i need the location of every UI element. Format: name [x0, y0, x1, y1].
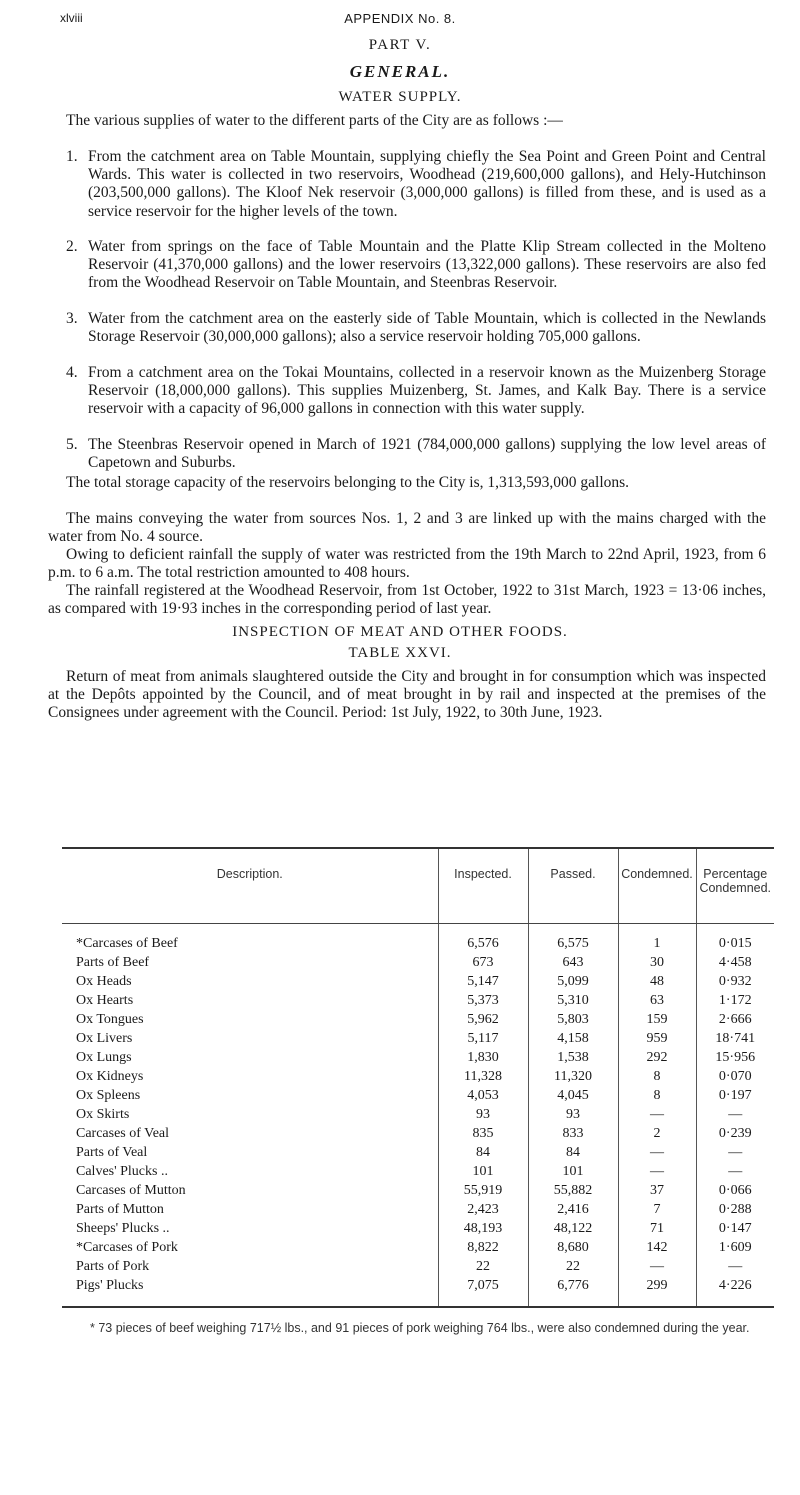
row-percentage: 15·956: [696, 1049, 774, 1068]
row-description: Parts of Veal: [76, 1145, 148, 1160]
table-row: [62, 1011, 774, 1030]
row-percentage: 0·070: [696, 1068, 774, 1087]
row-condemned: 159: [618, 1011, 696, 1030]
row-passed: 4,045: [528, 1087, 618, 1106]
row-inspected: 1,830: [438, 1049, 528, 1068]
row-inspected: 5,117: [438, 1030, 528, 1049]
row-inspected: 55,919: [438, 1182, 528, 1201]
row-description: Calves' Plucks ..: [76, 1164, 168, 1179]
meat-inspection-table: [62, 847, 774, 1308]
table-row: [62, 1030, 774, 1049]
table-row: [62, 1068, 774, 1087]
row-description: Ox Livers: [76, 1031, 133, 1046]
water-supply-heading: WATER SUPPLY.: [338, 89, 462, 105]
row-condemned: 142: [618, 1239, 696, 1258]
row-condemned: 2: [618, 1125, 696, 1144]
row-percentage: 1·172: [696, 992, 774, 1011]
row-description: Carcases of Mutton: [76, 1183, 186, 1198]
table-intro: Return of meat from animals slaughtered outside the City and brought in for consumption which was inspected at the Depôts appointed by the Council, and of meat brought in by rail and inspected at the premises of the Consignees under agreement with the Council. Period: 1st July, 1922, to 30th June, 1923.: [48, 668, 766, 722]
running-head: [60, 11, 740, 31]
row-condemned: —: [618, 1163, 696, 1182]
row-inspected: 5,373: [438, 992, 528, 1011]
row-passed: 2,416: [528, 1201, 618, 1220]
table-row: [62, 1239, 774, 1258]
row-percentage: 0·015: [696, 924, 774, 954]
table-row: [62, 1182, 774, 1201]
water-intro: The various supplies of water to the different parts of the City are as follows :—: [66, 112, 563, 129]
row-percentage: 1·609: [696, 1239, 774, 1258]
row-description: Ox Spleens: [76, 1088, 141, 1103]
row-condemned: —: [618, 1258, 696, 1277]
row-percentage: 0·147: [696, 1220, 774, 1239]
row-percentage: 0·197: [696, 1087, 774, 1106]
table-row: [62, 1163, 774, 1182]
row-passed: 48,122: [528, 1220, 618, 1239]
table-header-row: [62, 848, 774, 924]
row-passed: 8,680: [528, 1239, 618, 1258]
water-item-text: From the catchment area on Table Mountain, supplying chiefly the Sea Point and Green Point and Central Wards. This water is collected in two reservoirs, Woodhead (219,600,000 gallons), and Hely-Hutchinson (203,500,000 gallons). The Kloof Nek reservoir (3,000,000 gallons) is filled from these, and is used as a service reservoir for the higher levels of the town.: [88, 148, 766, 220]
water-para: The rainfall registered at the Woodhead Reservoir, from 1st October, 1922 to 31st March, 1923 = 13·06 inches, as compared with 19·93 inches in the corresponding period of last year.: [48, 582, 766, 618]
row-percentage: 0·066: [696, 1182, 774, 1201]
row-passed: 5,099: [528, 973, 618, 992]
row-percentage: —: [696, 1163, 774, 1182]
row-passed: 11,320: [528, 1068, 618, 1087]
row-description: Pigs' Plucks: [62, 1277, 438, 1307]
row-inspected: 101: [438, 1163, 528, 1182]
row-condemned: 959: [618, 1030, 696, 1049]
water-item-text: Water from the catchment area on the easterly side of Table Mountain, which is collected in the Newlands Storage Reservoir (30,000,000 gallons); also a service reservoir holding 705,000 gallons.: [88, 310, 766, 346]
row-passed: 4,158: [528, 1030, 618, 1049]
row-inspected: 5,962: [438, 1011, 528, 1030]
row-percentage: 0·239: [696, 1125, 774, 1144]
column-header-inspected: Inspected.: [438, 848, 528, 924]
row-description: Parts of Beef: [76, 955, 150, 970]
row-description: Ox Kidneys: [76, 1069, 144, 1084]
row-passed: 93: [528, 1106, 618, 1125]
row-condemned: 48: [618, 973, 696, 992]
column-header-passed: Passed.: [528, 848, 618, 924]
table-row: [62, 954, 774, 973]
row-description: Parts of Pork: [76, 1259, 150, 1274]
table-row: [62, 1106, 774, 1125]
row-inspected: 673: [438, 954, 528, 973]
page-folio: xlviii: [60, 11, 83, 25]
table-row: [62, 1277, 774, 1307]
water-item-text: Water from springs on the face of Table Mountain and the Platte Klip Stream collected in the Molteno Reservoir (41,370,000 gallons) and the lower reservoirs (13,322,000 gallons). These reservoirs are also fed from the Woodhead Reservoir on Table Mountain, and Steenbras Reservoir.: [88, 238, 766, 292]
row-condemned: —: [618, 1106, 696, 1125]
row-percentage: 18·741: [696, 1030, 774, 1049]
table-row: [62, 1125, 774, 1144]
table-row: [62, 1049, 774, 1068]
water-item-number: 2.: [66, 238, 78, 255]
column-header-description: Description.: [62, 848, 438, 924]
row-inspected: 48,193: [438, 1220, 528, 1239]
row-description: *Carcases of Pork: [76, 1240, 178, 1255]
row-description: Ox Heads: [76, 974, 132, 989]
water-item-number: 3.: [66, 310, 78, 327]
row-percentage: 4·458: [696, 954, 774, 973]
part-title: PART V.: [368, 37, 432, 53]
row-inspected: 93: [438, 1106, 528, 1125]
row-inspected: 4,053: [438, 1087, 528, 1106]
row-description: *Carcases of Beef: [76, 935, 178, 951]
row-passed: 6,776: [528, 1277, 618, 1307]
table-footnote: * 73 pieces of beef weighing 717½ lbs., and 91 pieces of pork weighing 764 lbs., were also condemned during the year.: [90, 1321, 750, 1335]
row-inspected: 8,822: [438, 1239, 528, 1258]
row-condemned: 1: [618, 924, 696, 954]
row-percentage: —: [696, 1106, 774, 1125]
row-percentage: —: [696, 1258, 774, 1277]
water-item-text: The Steenbras Reservoir opened in March of 1921 (784,000,000 gallons) supplying the low level areas of Capetown and Suburbs.: [88, 436, 766, 472]
row-passed: 55,882: [528, 1182, 618, 1201]
water-item-text: From a catchment area on the Tokai Mountains, collected in a reservoir known as the Muizenberg Storage Reservoir (18,000,000 gallons). This supplies Muizenberg, St. James, and Kalk Bay. There is a service reservoir with a capacity of 96,000 gallons in connection with this water supply.: [88, 364, 766, 418]
row-percentage: 4·226: [696, 1277, 774, 1307]
water-para: Owing to deficient rainfall the supply of water was restricted from the 19th March to 22nd April, 1923, from 6 p.m. to 6 a.m. The total restriction amounted to 408 hours.: [48, 546, 766, 582]
row-condemned: 63: [618, 992, 696, 1011]
row-passed: 22: [528, 1258, 618, 1277]
row-inspected: 835: [438, 1125, 528, 1144]
water-item-number: 1.: [66, 148, 78, 165]
row-condemned: 292: [618, 1049, 696, 1068]
row-passed: 101: [528, 1163, 618, 1182]
table-row: [62, 1258, 774, 1277]
row-inspected: 11,328: [438, 1068, 528, 1087]
row-passed: 1,538: [528, 1049, 618, 1068]
table-row: [62, 1220, 774, 1239]
row-passed: 833: [528, 1125, 618, 1144]
row-condemned: 30: [618, 954, 696, 973]
row-passed: 84: [528, 1144, 618, 1163]
row-description: Parts of Mutton: [76, 1202, 164, 1217]
row-description: Ox Lungs: [76, 1050, 132, 1065]
table-heading: TABLE XXVI.: [348, 645, 452, 661]
row-condemned: 8: [618, 1087, 696, 1106]
row-inspected: 84: [438, 1144, 528, 1163]
table-row: [62, 1087, 774, 1106]
row-passed: 643: [528, 954, 618, 973]
table-row: [62, 1201, 774, 1220]
water-item-number: 4.: [66, 364, 78, 381]
water-item-number: 5.: [66, 436, 78, 453]
row-condemned: 37: [618, 1182, 696, 1201]
row-inspected: 7,075: [438, 1277, 528, 1307]
row-passed: 6,575: [528, 924, 618, 954]
inspection-heading: INSPECTION OF MEAT AND OTHER FOODS.: [232, 624, 568, 640]
row-description: Ox Skirts: [76, 1107, 130, 1122]
row-description: Carcases of Veal: [76, 1126, 170, 1141]
general-stamp: GENERAL.: [349, 62, 451, 81]
row-passed: 5,803: [528, 1011, 618, 1030]
row-percentage: 0·288: [696, 1201, 774, 1220]
row-inspected: 6,576: [438, 924, 528, 954]
row-inspected: 22: [438, 1258, 528, 1277]
column-header-condemned: Condemned.: [618, 848, 696, 924]
row-percentage: —: [696, 1144, 774, 1163]
row-description: Sheeps' Plucks ..: [76, 1221, 170, 1236]
row-condemned: 8: [618, 1068, 696, 1087]
table-row: [62, 1144, 774, 1163]
table-row: [62, 973, 774, 992]
water-para: The total storage capacity of the reservoirs belonging to the City is, 1,313,593,000 gallons.: [66, 474, 630, 491]
table-row: [62, 924, 774, 954]
row-condemned: —: [618, 1144, 696, 1163]
appendix-title: APPENDIX No. 8.: [344, 11, 456, 26]
row-inspected: 5,147: [438, 973, 528, 992]
row-description: Ox Tongues: [76, 1012, 144, 1027]
row-condemned: 7: [618, 1201, 696, 1220]
row-percentage: 2·666: [696, 1011, 774, 1030]
row-percentage: 0·932: [696, 973, 774, 992]
water-para: The mains conveying the water from sources Nos. 1, 2 and 3 are linked up with the mains charged with the water from No. 4 source.: [48, 510, 766, 546]
row-inspected: 2,423: [438, 1201, 528, 1220]
row-description: Ox Hearts: [76, 993, 134, 1008]
row-condemned: 71: [618, 1220, 696, 1239]
row-passed: 5,310: [528, 992, 618, 1011]
row-condemned: 299: [618, 1277, 696, 1307]
column-header-percentage: Percentage Condemned.: [696, 848, 774, 924]
table-row: [62, 992, 774, 1011]
